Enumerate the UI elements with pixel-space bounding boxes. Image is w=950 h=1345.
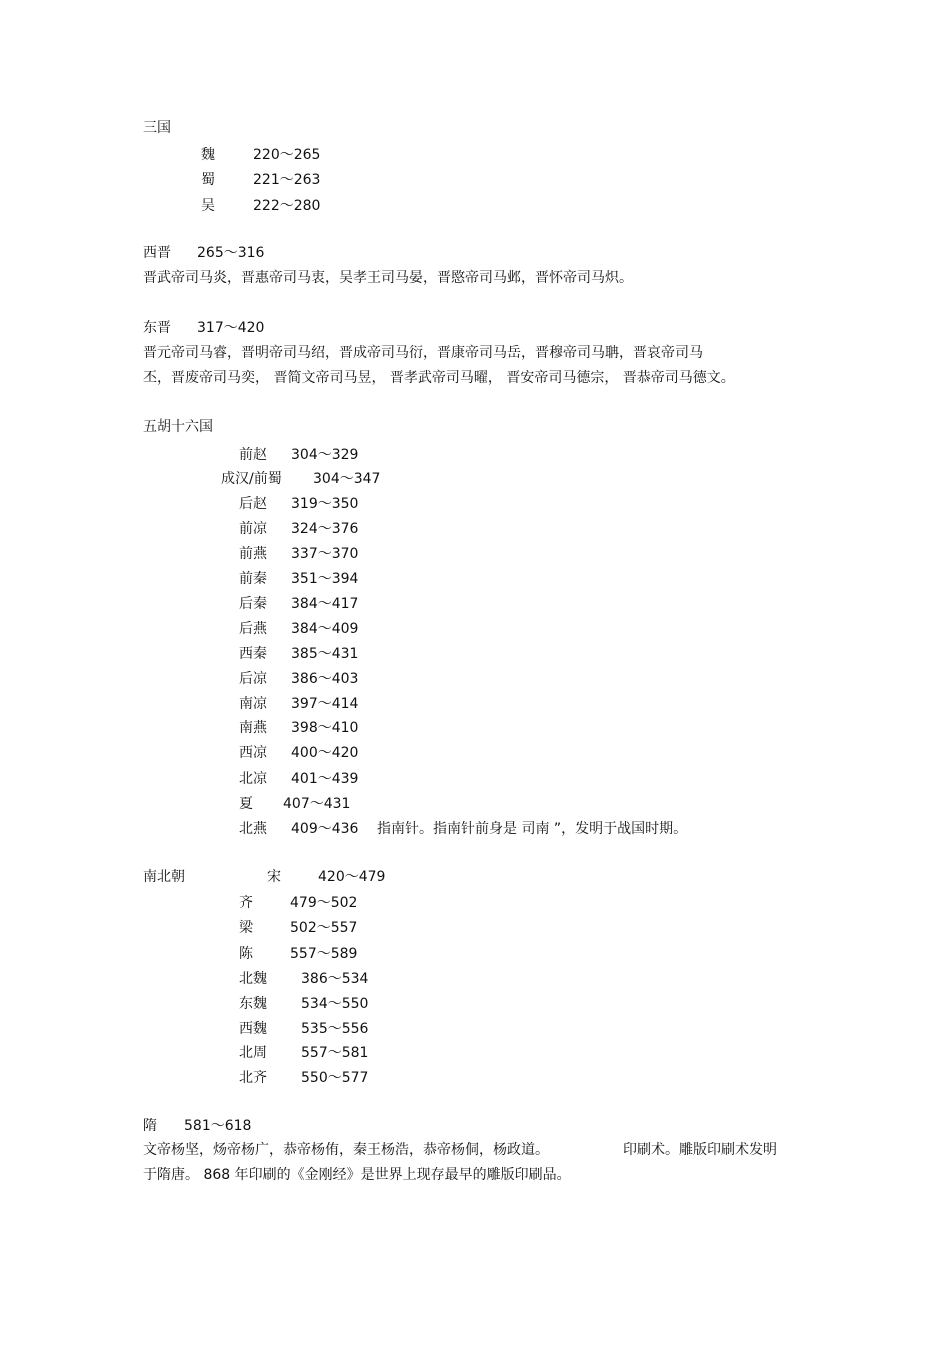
dongjin-heading: 东晋 <box>143 320 171 336</box>
wuhu-row-years: 304～329 <box>291 447 359 463</box>
wuhu-row-years: 351～394 <box>291 571 359 587</box>
sanguo-heading: 三国 <box>143 120 171 136</box>
wuhu-row-years: 409～436 <box>291 821 359 837</box>
sanguo-wei-name: 魏 <box>201 147 215 163</box>
nanbeichao-row-name: 北齐 <box>239 1070 267 1086</box>
wuhu-row-name: 后秦 <box>239 596 267 612</box>
wuhu-row-name: 夏 <box>239 796 253 812</box>
xijin-years: 265～316 <box>197 245 265 261</box>
nanbeichao-row-name: 西魏 <box>239 1021 267 1037</box>
nanbeichao-row-name: 齐 <box>239 895 253 911</box>
sanguo-wu-name: 吴 <box>201 198 215 214</box>
wuhu-row-years: 407～431 <box>283 796 351 812</box>
wuhu-row-years: 400～420 <box>291 745 359 761</box>
wuhu-row-years: 385～431 <box>291 646 359 662</box>
wuhu-row-name: 成汉/前蜀 <box>221 471 282 487</box>
nanbeichao-row-years: 534～550 <box>301 996 369 1012</box>
nanbeichao-row-name: 梁 <box>239 920 253 936</box>
wuhu-row-years: 319～350 <box>291 496 359 512</box>
nanbeichao-row-name: 北周 <box>239 1045 267 1061</box>
nanbeichao-row-years: 479～502 <box>290 895 358 911</box>
wuhu-row-name: 前燕 <box>239 546 267 562</box>
nanbeichao-row-years: 386～534 <box>301 971 369 987</box>
wuhu-row-name: 后凉 <box>239 671 267 687</box>
nanbeichao-row-years: 420～479 <box>318 869 386 885</box>
sanguo-shu-name: 蜀 <box>201 172 215 188</box>
wuhu-row-years: 397～414 <box>291 696 359 712</box>
wuhu-row-name: 西凉 <box>239 745 267 761</box>
nanbeichao-row-years: 535～556 <box>301 1021 369 1037</box>
xijin-heading: 西晋 <box>143 245 171 261</box>
wuhu-row-years: 384～417 <box>291 596 359 612</box>
dongjin-years: 317～420 <box>197 320 265 336</box>
wuhu-note: 指南针。指南针前身是 司南 ”，发明于战国时期。 <box>377 821 688 837</box>
wuhu-row-name: 后赵 <box>239 496 267 512</box>
wuhu-row-name: 南燕 <box>239 720 267 736</box>
nanbeichao-row-name: 宋 <box>267 869 281 885</box>
wuhu-row-name: 西秦 <box>239 646 267 662</box>
sanguo-wu-years: 222～280 <box>253 198 321 214</box>
wuhu-row-years: 401～439 <box>291 771 359 787</box>
nanbeichao-row-name: 东魏 <box>239 996 267 1012</box>
wuhu-row-years: 386～403 <box>291 671 359 687</box>
sui-printing-detail: 于隋唐。 868 年印刷的《金刚经》是世界上现存最早的雕版印刷品。 <box>143 1167 571 1183</box>
sui-printing-note: 印刷术。雕版印刷术发明 <box>623 1142 777 1158</box>
nanbeichao-row-name: 北魏 <box>239 971 267 987</box>
wuhu-row-years: 304～347 <box>313 471 381 487</box>
nanbeichao-row-name: 陈 <box>239 946 253 962</box>
dongjin-emperors-line1: 晋元帝司马睿，晋明帝司马绍，晋成帝司马衍，晋康帝司马岳，晋穆帝司马聃，晋哀帝司马 <box>143 345 703 361</box>
wuhu-row-name: 后燕 <box>239 621 267 637</box>
sui-heading: 隋 <box>143 1118 157 1134</box>
wuhu-row-name: 前凉 <box>239 521 267 537</box>
wuhu-row-years: 384～409 <box>291 621 359 637</box>
wuhu-row-years: 324～376 <box>291 521 359 537</box>
sanguo-shu-years: 221～263 <box>253 172 321 188</box>
wuhu-heading: 五胡十六国 <box>143 419 213 435</box>
dongjin-emperors-line2: 丕，晋废帝司马奕， 晋简文帝司马昱， 晋孝武帝司马曜， 晋安帝司马德宗， 晋恭帝司马德文。 <box>143 370 735 386</box>
wuhu-row-name: 前秦 <box>239 571 267 587</box>
nanbeichao-heading: 南北朝 <box>143 869 185 885</box>
wuhu-row-name: 北凉 <box>239 771 267 787</box>
sui-years: 581～618 <box>184 1118 252 1134</box>
xijin-emperors: 晋武帝司马炎，晋惠帝司马衷，吴孝王司马晏，晋愍帝司马邺，晋怀帝司马炽。 <box>143 270 633 286</box>
sanguo-wei-years: 220～265 <box>253 147 321 163</box>
nanbeichao-row-years: 557～589 <box>290 946 358 962</box>
wuhu-row-name: 南凉 <box>239 696 267 712</box>
wuhu-row-years: 337～370 <box>291 546 359 562</box>
wuhu-row-years: 398～410 <box>291 720 359 736</box>
wuhu-row-name: 前赵 <box>239 447 267 463</box>
nanbeichao-row-years: 502～557 <box>290 920 358 936</box>
wuhu-row-name: 北燕 <box>239 821 267 837</box>
nanbeichao-row-years: 550～577 <box>301 1070 369 1086</box>
nanbeichao-row-years: 557～581 <box>301 1045 369 1061</box>
sui-emperors: 文帝杨坚，炀帝杨广，恭帝杨侑，秦王杨浩，恭帝杨侗，杨政道。 <box>143 1142 549 1158</box>
